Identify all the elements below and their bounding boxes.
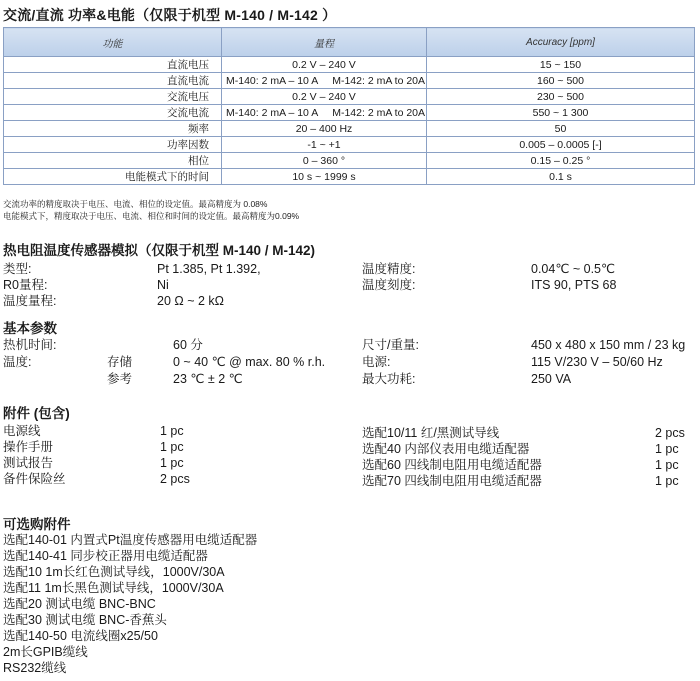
accessory-name: 测试报告 (3, 456, 54, 470)
optional-item: 选配11 1m长黑色测试导线，1000V/30A (3, 581, 224, 595)
note-energy: 电能模式下，精度取决于电压、电流、相位和时间的设定值。最高精度为0.09% (3, 211, 300, 221)
reference-label: 参考 (107, 372, 133, 386)
row-range: 20 – 400 Hz (222, 121, 427, 137)
row-function: 直流电流 (4, 73, 222, 89)
optional-item: 选配140-50 电流线圈x25/50 (3, 629, 158, 643)
row-range (222, 73, 427, 89)
row-accuracy: 50 (427, 121, 695, 137)
row-function: 电能模式下的时间 (4, 169, 222, 185)
row-accuracy: 160 ~ 500 (427, 73, 695, 89)
table-header-row (4, 28, 695, 57)
optional-item: 选配30 测试电缆 BNC-香蕉头 (3, 613, 167, 627)
optional-item: RS232缆线 (3, 661, 67, 675)
temperature-label: 温度: (3, 355, 32, 369)
main-title: 交流/直流 功率&电能（仅限于机型 M-140 / M-142 ） (3, 7, 337, 23)
spec-table (3, 27, 695, 185)
row-function: 相位 (4, 153, 222, 169)
header-accuracy: Accuracy [ppm] (427, 28, 695, 57)
power-supply-value: 115 V/230 V – 50/60 Hz (531, 355, 663, 369)
row-function: 交流电流 (4, 105, 222, 121)
storage-value: 0 ~ 40 ℃ @ max. 80 % r.h. (173, 355, 326, 369)
rtd-r0-value: Ni (157, 278, 169, 292)
row-accuracy: 0.005 – 0.0005 [-] (427, 137, 695, 153)
accessory-qty: 1 pc (655, 458, 679, 472)
optional-title: 可选购附件 (3, 517, 71, 532)
dimensions-value: 450 x 480 x 150 mm / 23 kg (531, 338, 686, 352)
row-accuracy: 0.15 – 0.25 ° (427, 153, 695, 169)
row-function: 功率因数 (4, 137, 222, 153)
accessory-qty: 1 pc (160, 424, 184, 438)
accessory-name: 选配70 四线制电阻用电缆适配器 (362, 474, 542, 488)
header-range: 量程 (222, 28, 427, 57)
row-function: 交流电压 (4, 89, 222, 105)
range-m142: M-142: 2 mA to 20A (332, 74, 426, 87)
row-accuracy: 0.1 s (427, 169, 695, 185)
row-range: 0.2 V – 240 V (222, 57, 427, 73)
range-m140: M-140: 2 mA – 10 A (226, 74, 319, 87)
rtd-range-value: 20 Ω ~ 2 kΩ (157, 294, 224, 308)
accessory-qty: 1 pc (160, 456, 184, 470)
accessory-name: 选配40 内部仪表用电缆适配器 (362, 442, 530, 456)
row-accuracy: 230 ~ 500 (427, 89, 695, 105)
warmup-label: 热机时间: (3, 338, 57, 352)
rtd-r0-label: R0量程: (3, 278, 48, 292)
rtd-type-value: Pt 1.385, Pt 1.392, (157, 262, 261, 276)
table-row (4, 137, 695, 153)
table-row (4, 121, 695, 137)
rtd-accuracy-value: 0.04℃ ~ 0.5℃ (531, 262, 616, 276)
optional-item: 选配10 1m长红色测试导线，1000V/30A (3, 565, 225, 579)
range-m142: M-142: 2 mA to 20A (332, 106, 426, 119)
max-power-label: 最大功耗: (362, 372, 416, 386)
power-supply-label: 电源: (362, 355, 391, 369)
row-range: -1 ~ +1 (222, 137, 427, 153)
accessory-qty: 1 pc (655, 474, 679, 488)
accessory-qty: 2 pcs (160, 472, 190, 486)
row-accuracy: 550 ~ 1 300 (427, 105, 695, 121)
accessory-qty: 1 pc (655, 442, 679, 456)
accessory-name: 电源线 (3, 424, 41, 438)
max-power-value: 250 VA (531, 372, 572, 386)
table-row (4, 169, 695, 185)
table-row (4, 105, 695, 121)
rtd-accuracy-label: 温度精度: (362, 262, 416, 276)
rtd-scale-value: ITS 90, PTS 68 (531, 278, 617, 292)
table-row (4, 57, 695, 73)
storage-label: 存储 (107, 355, 133, 369)
optional-item: 2m长GPIB缆线 (3, 645, 88, 659)
header-function: 功能 (4, 28, 222, 57)
range-m140: M-140: 2 mA – 10 A (226, 106, 319, 119)
rtd-range-label: 温度量程: (3, 294, 57, 308)
accessory-name: 备件保险丝 (3, 472, 66, 486)
accessories-title: 附件 (包含) (3, 406, 70, 421)
note-power: 交流功率的精度取决于电压、电流、相位的设定值。最高精度为 0.08% (3, 199, 268, 209)
optional-item: 选配20 测试电缆 BNC-BNC (3, 597, 156, 611)
row-range: 0.2 V – 240 V (222, 89, 427, 105)
row-function: 频率 (4, 121, 222, 137)
optional-item: 选配140-01 内置式Pt温度传感器用电缆适配器 (3, 533, 258, 547)
basic-title: 基本参数 (3, 321, 57, 336)
table-row (4, 153, 695, 169)
optional-item: 选配140-41 同步校正器用电缆适配器 (3, 549, 208, 563)
table-row (4, 73, 695, 89)
accessory-qty: 1 pc (160, 440, 184, 454)
accessory-name: 选配60 四线制电阻用电缆适配器 (362, 458, 542, 472)
dimensions-label: 尺寸/重量: (362, 338, 419, 352)
rtd-scale-label: 温度刻度: (362, 278, 416, 292)
row-accuracy: 15 ~ 150 (427, 57, 695, 73)
reference-value: 23 ℃ ± 2 ℃ (173, 372, 243, 386)
table-row (4, 89, 695, 105)
warmup-value: 60 分 (173, 338, 203, 352)
row-function: 直流电压 (4, 57, 222, 73)
rtd-type-label: 类型: (3, 262, 32, 276)
row-range: 10 s ~ 1999 s (222, 169, 427, 185)
accessory-name: 选配10/11 红/黑测试导线 (362, 426, 500, 440)
rtd-title: 热电阻温度传感器模拟（仅限于机型 M-140 / M-142) (3, 243, 316, 258)
row-range (222, 105, 427, 121)
accessory-name: 操作手册 (3, 440, 54, 454)
row-range: 0 – 360 ° (222, 153, 427, 169)
accessory-qty: 2 pcs (655, 426, 685, 440)
